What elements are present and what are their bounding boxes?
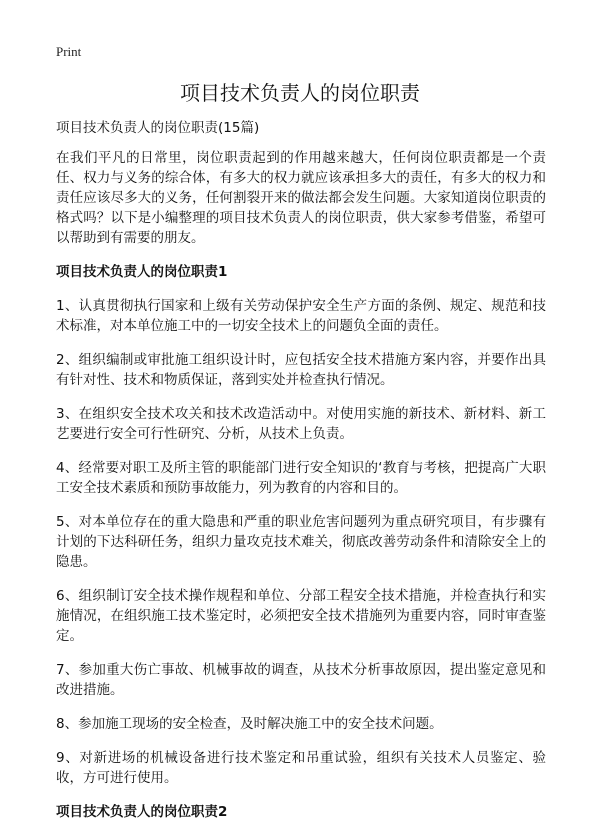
- document-subtitle: 项目技术负责人的岗位职责(15篇): [56, 120, 260, 136]
- duty-item: 2、组织编制或审批施工组织设计时，应包括安全技术措施方案内容，并要作出具有针对性、技术和物质保证，落到实处并检查执行情况。: [56, 352, 546, 388]
- duty-item: 6、组织制订安全技术操作规程和单位、分部工程安全技术措施，并检查执行和实施情况，在组织施工技术鉴定时，必须把安全技术措施列为重要内容，同时审查鉴定。: [56, 588, 546, 644]
- intro-paragraph: 在我们平凡的日常里，岗位职责起到的作用越来越大，任何岗位职责都是一个责任、权力与义务的综合体，有多大的权力就应该承担多大的责任，有多大的权力和责任应该尽多大的义务，任何割裂开来的做法都会发生问题。大家知道岗位职责的格式吗？以下是小编整理的项目技术负责人的岗位职责，供大家参考借鉴，希望可以帮助到有需要的朋友。: [56, 150, 546, 246]
- duty-item: 7、参加重大伤亡事故、机械事故的调查，从技术分析事故原因，提出鉴定意见和改进措施。: [56, 662, 546, 698]
- section-heading-2: 项目技术负责人的岗位职责2: [56, 804, 228, 820]
- duty-item: 4、经常要对职工及所主管的职能部门进行安全知识的‘教育与考核，把提高广大职工安全技术素质和预防事故能力，列为教育的内容和目的。: [56, 460, 546, 496]
- duty-item: 9、对新进场的机械设备进行技术鉴定和吊重试验，组织有关技术人员鉴定、验收，方可进行使用。: [56, 750, 546, 786]
- duty-item: 8、参加施工现场的安全检查，及时解决施工中的安全技术问题。: [56, 716, 443, 732]
- duty-item: 5、对本单位存在的重大隐患和严重的职业危害问题列为重点研究项目，有步骤有计划的下达科研任务，组织力量攻克技术难关，彻底改善劳动条件和清除安全上的隐患。: [56, 514, 546, 570]
- document-title: 项目技术负责人的岗位职责: [180, 81, 420, 105]
- duty-item: 1、认真贯彻执行国家和上级有关劳动保护安全生产方面的条例、规定、规范和技术标准，对本单位施工中的一切安全技术上的问题负全面的责任。: [56, 298, 546, 334]
- print-link[interactable]: Print: [56, 44, 82, 59]
- section-heading-1: 项目技术负责人的岗位职责1: [56, 264, 228, 280]
- duty-item: 3、在组织安全技术攻关和技术改造活动中。对使用实施的新技术、新材料、新工艺要进行安全可行性研究、分析，从技术上负责。: [56, 406, 546, 442]
- document-body: [56, 118, 546, 836]
